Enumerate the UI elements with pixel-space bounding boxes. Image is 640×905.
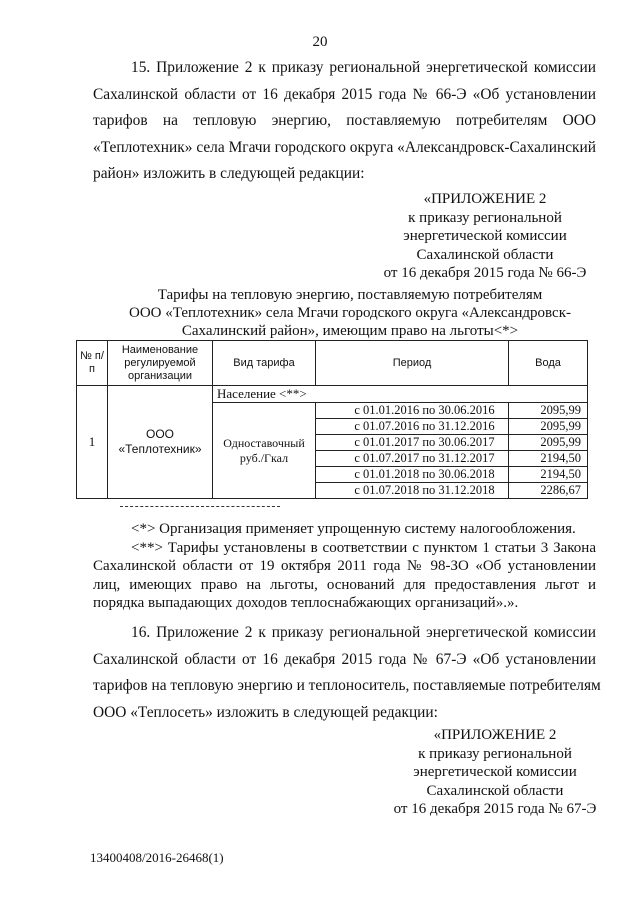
appendix-2-header [370, 726, 620, 819]
item-16-line: Сахалинской области от 16 декабря 2015 года № 67-Э «Об установлении [93, 650, 596, 668]
population-label: Население <**> [213, 386, 588, 403]
item-15-line: «Теплотехник» села Мгачи городского округа «Александровск-Сахалинский [93, 138, 596, 156]
period-cell: с 01.01.2017 по 30.06.2017 [316, 435, 509, 451]
item-15-line: Сахалинской области от 16 декабря 2015 года № 66-Э «Об установлении [93, 85, 596, 103]
water-value-cell: 2095,99 [509, 435, 588, 451]
water-value-cell: 2194,50 [509, 451, 588, 467]
item-15-line: район» изложить в следующей редакции: [93, 165, 365, 182]
item-16-line: ООО «Теплосеть» изложить в следующей редакции: [93, 703, 438, 721]
header-period: Период [316, 341, 509, 386]
table-row [77, 386, 588, 403]
document-code: 13400408/2016-26468(1) [90, 850, 224, 865]
tariff-type: Одноставочный руб./Гкал [213, 403, 316, 499]
appendix-1-header [360, 190, 610, 283]
org-name: ООО «Теплотехник» [108, 386, 213, 499]
appendix-line: «ПРИЛОЖЕНИЕ 2 [423, 191, 547, 207]
header-org: Наименование регулируемой организации [108, 341, 213, 386]
appendix-line: энергетической комиссии [403, 228, 567, 244]
page-number: 20 [312, 34, 328, 50]
appendix-line: к приказу региональной [418, 745, 572, 762]
item-16-paragraph [93, 620, 601, 726]
water-value-cell: 2194,50 [509, 467, 588, 483]
table-title [90, 286, 610, 340]
appendix-line: «ПРИЛОЖЕНИЕ 2 [433, 727, 557, 743]
table-title-line: ООО «Теплотехник» села Мгачи городского округа «Александровск- [128, 305, 571, 321]
item-16-line: тарифов на тепловую энергию и теплоноситель, поставляемые потребителям [93, 677, 601, 694]
footnote-2-line: порядка выпадающих доходов теплоснабжающих организаций».». [93, 595, 519, 611]
header-num: № п/п [77, 341, 108, 386]
period-cell: с 01.07.2017 по 31.12.2017 [316, 451, 509, 467]
water-value-cell: 2095,99 [509, 403, 588, 419]
period-cell: с 01.07.2016 по 31.12.2016 [316, 419, 509, 435]
footnotes [93, 520, 596, 613]
table-title-line: Тарифы на тепловую энергию, поставляемую потребителям [157, 287, 543, 303]
appendix-line: от 16 декабря 2015 года № 66-Э [383, 265, 587, 281]
period-cell: с 01.01.2016 по 30.06.2016 [316, 403, 509, 419]
water-value-cell: 2286,67 [509, 483, 588, 499]
footnote-2-line: Сахалинской области от 19 октября 2011 года № 98-ЗО «Об установлении [93, 558, 596, 574]
item-15-line: 15. Приложение 2 к приказу региональной энергетической комиссии [131, 59, 596, 76]
appendix-line: энергетической комиссии [413, 764, 577, 780]
item-15-paragraph [93, 55, 596, 188]
footnote-divider [120, 506, 280, 507]
water-value-cell: 2095,99 [509, 419, 588, 435]
period-cell: с 01.07.2018 по 31.12.2018 [316, 483, 509, 499]
footnote-1: <*> Организация применяет упрощенную систему налогообложения. [131, 521, 576, 537]
appendix-line: от 16 декабря 2015 года № 67-Э [393, 801, 597, 817]
header-water: Вода [509, 341, 588, 386]
appendix-line: Сахалинской области [426, 782, 564, 799]
appendix-line: Сахалинской области [416, 246, 554, 263]
table-header-row [77, 341, 588, 386]
appendix-line: к приказу региональной [408, 209, 562, 226]
tariff-table [76, 340, 588, 499]
item-15-line: тарифов на тепловую энергию, поставляемую потребителям ООО [93, 112, 596, 129]
header-type: Вид тарифа [213, 341, 316, 386]
item-16-line: 16. Приложение 2 к приказу региональной энергетической комиссии [131, 624, 596, 641]
row-number: 1 [77, 386, 108, 499]
footnote-2-line: <**> Тарифы установлены в соответствии с пунктом 1 статьи 3 Закона [131, 539, 596, 556]
table-title-line: Сахалинский район», имеющим право на льготы<*> [181, 323, 519, 339]
period-cell: с 01.01.2018 по 30.06.2018 [316, 467, 509, 483]
footnote-2-line: лиц, имеющих право на льготы, оснований для предоставления льгот и [93, 576, 596, 593]
